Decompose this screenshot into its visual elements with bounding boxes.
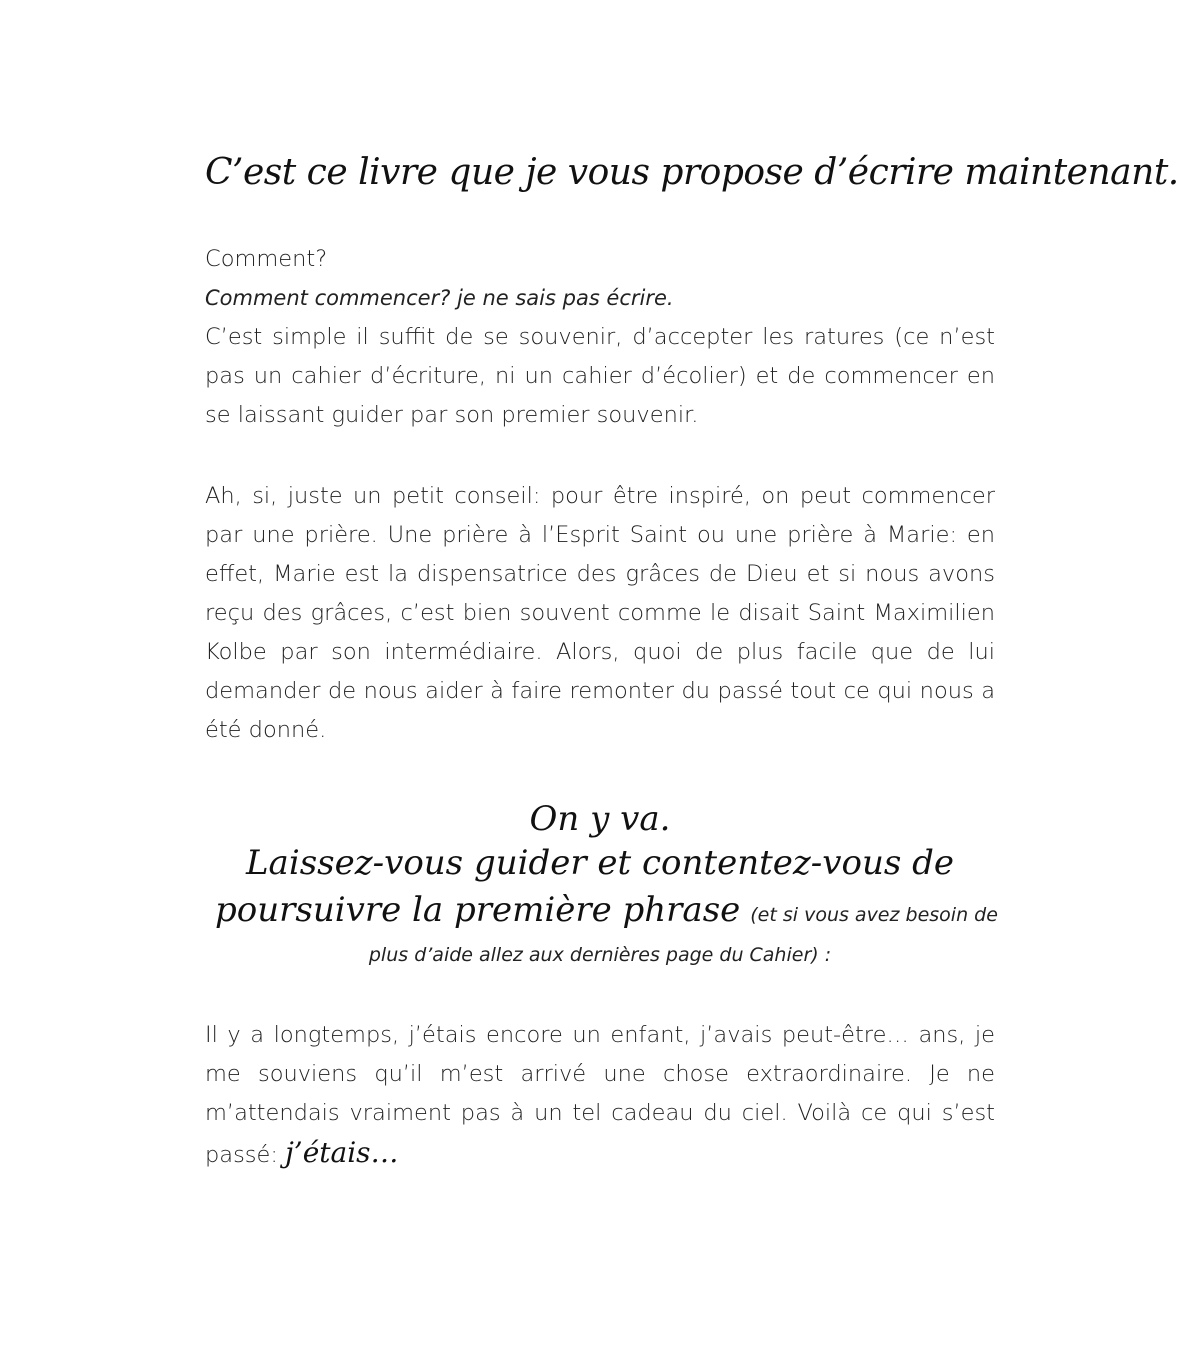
intro-question-italic: Comment commencer? je ne sais pas écrire. — [205, 286, 674, 310]
page-heading: C’est ce livre que je vous propose d’écrire maintenant. — [205, 152, 1179, 193]
help-note-part1: (et si vous avez besoin de — [750, 904, 998, 926]
on-y-va-heading: On y va. — [529, 799, 671, 839]
intro-question: Comment? — [205, 246, 328, 272]
intro-answer: C’est simple il suffit de se souvenir, d’accepter les ratures (ce n’est pas un cahier d’écriture, ni un cahier d’écolier) et de commencer en se laissant guider par son premier souvenir. — [205, 324, 995, 428]
intro-section — [205, 240, 995, 435]
story-paragraph — [205, 1016, 995, 1175]
story-ending: j’étais… — [285, 1136, 399, 1169]
story-text: Il y a longtemps, j’étais encore un enfant, j’avais peut-être… ans, je me souviens qu’il m’est arrivé une chose extraordinaire. Je ne m’attendais vraiment pas à un tel cadeau du ciel. Voilà ce qui s’est passé: — [205, 1022, 995, 1168]
help-note-part2: plus d’aide allez aux dernières page du Cahier) : — [368, 944, 832, 966]
poursuivre-line — [215, 890, 1005, 930]
conseil-paragraph: Ah, si, juste un petit conseil: pour être inspiré, on peut commencer par une prière. Une prière à l’Esprit Saint ou une prière à Marie: en effet, Marie est la dispensatrice des grâces de Dieu et si nous avons reçu des grâces, c’est bien souvent comme le disait Saint Maximilien Kolbe par son intermédiaire. Alors, quoi de plus facile que de lui demander de nous aider à faire remonter du passé tout ce qui nous a été donné. — [205, 483, 995, 743]
laissez-vous-heading: Laissez-vous guider et contentez-vous de — [245, 843, 955, 883]
page-content — [205, 0, 1179, 1372]
poursuivre-heading: poursuivre la première phrase — [215, 890, 741, 930]
